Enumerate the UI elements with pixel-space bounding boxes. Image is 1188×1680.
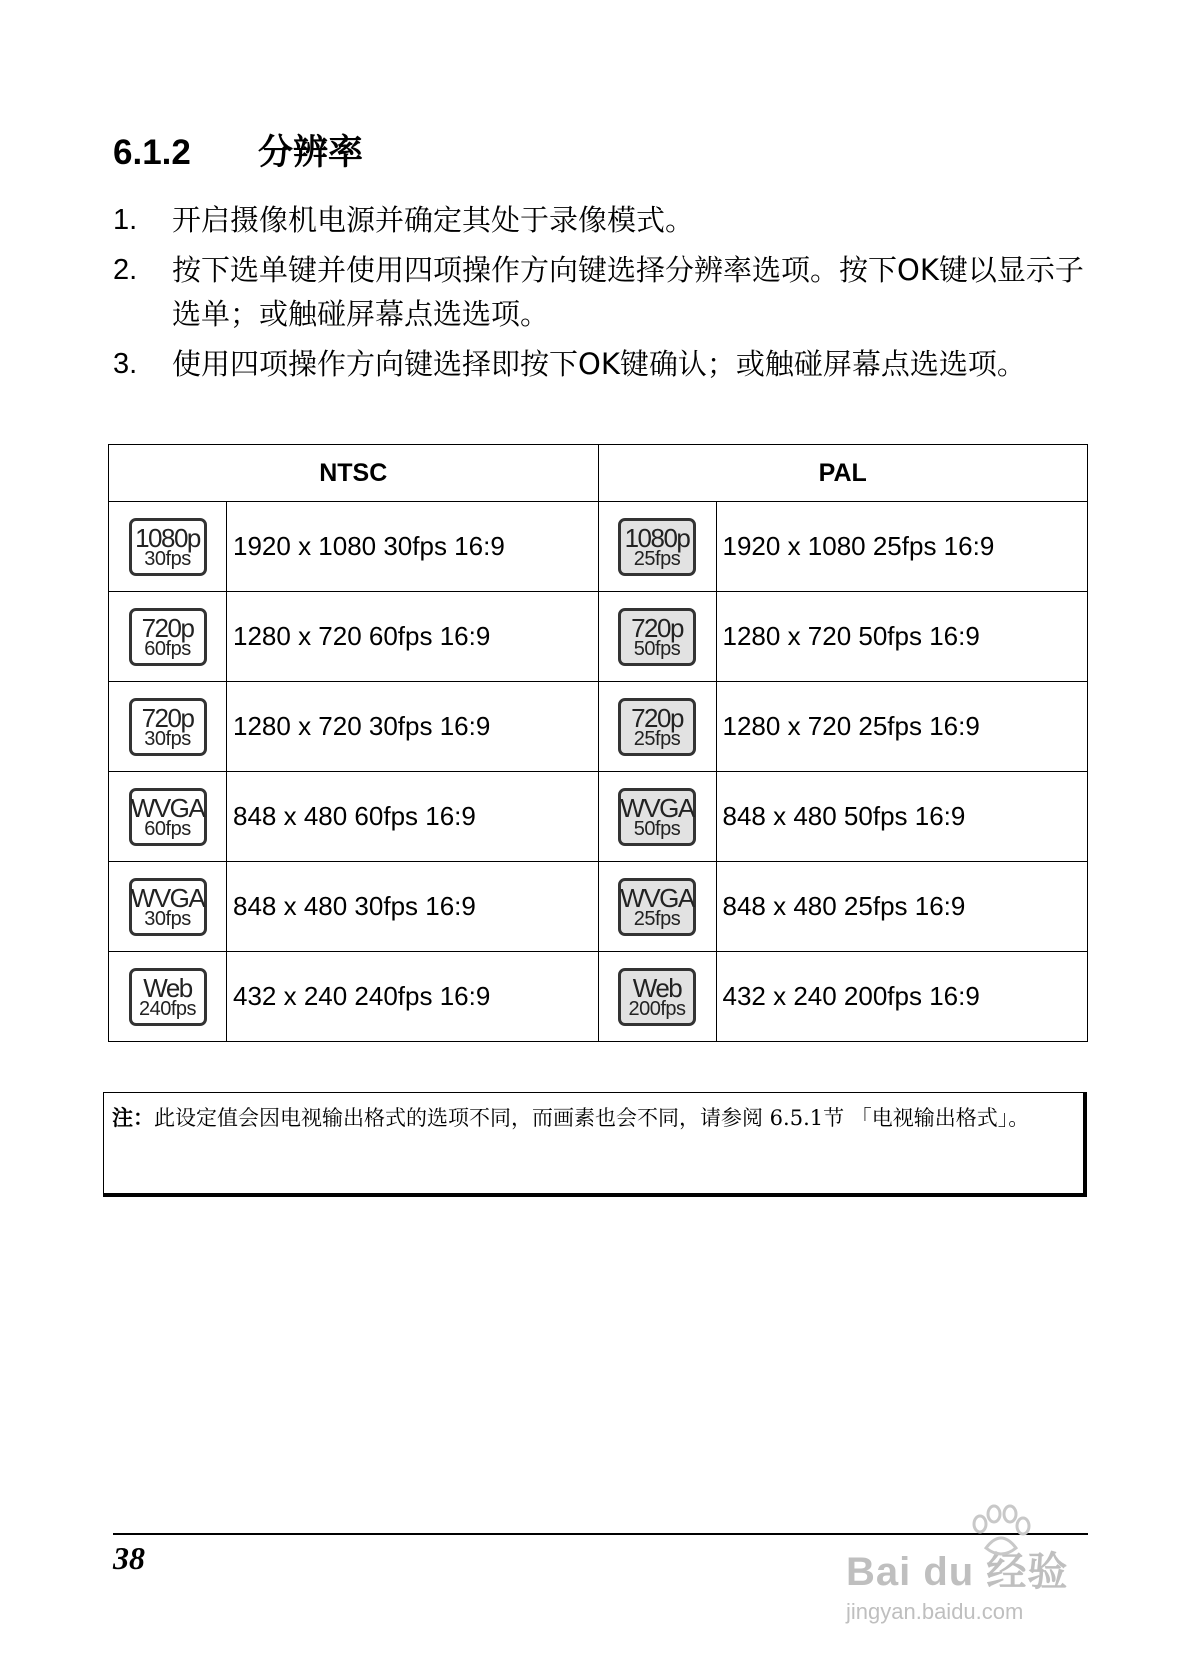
badge-framerate: 25fps — [633, 727, 681, 750]
pal-icon-cell — [598, 772, 716, 862]
badge-resolution: Web — [143, 972, 192, 1003]
ntsc-resolution-icon — [129, 788, 207, 846]
pal-resolution-icon — [618, 698, 696, 756]
badge-framerate: 30fps — [144, 907, 191, 930]
ntsc-resolution-cell: 1920 x 1080 30fps 16:9 — [227, 502, 599, 592]
pal-icon-cell — [598, 592, 716, 682]
paw-icon — [966, 1502, 1036, 1562]
badge-resolution: 720p — [141, 702, 194, 733]
ntsc-resolution-cell: 848 x 480 60fps 16:9 — [227, 772, 599, 862]
table-body — [109, 502, 1088, 1042]
badge-framerate: 50fps — [633, 817, 681, 840]
ntsc-resolution-cell: 432 x 240 240fps 16:9 — [227, 952, 599, 1042]
badge-resolution: Web — [632, 972, 682, 1003]
step-item — [113, 198, 1093, 242]
step-text: 开启摄像机电源并确定其处于录像模式。 — [172, 203, 695, 237]
badge-framerate: 25fps — [633, 907, 681, 930]
section-title: 分辨率 — [258, 133, 364, 172]
pal-icon-cell — [598, 862, 716, 952]
watermark — [846, 1540, 1126, 1640]
badge-resolution: 720p — [141, 612, 194, 643]
ntsc-resolution-cell: 1280 x 720 30fps 16:9 — [227, 682, 599, 772]
section-heading — [113, 125, 363, 175]
ntsc-icon-cell — [109, 592, 227, 682]
badge-resolution: WVGA — [130, 882, 205, 913]
step-text: 使用四项操作方向键选择即按下OK键确认；或触碰屏幕点选选项。 — [172, 347, 1026, 381]
table-header-row — [109, 445, 1088, 502]
pal-icon-cell — [598, 682, 716, 772]
pal-resolution-icon — [618, 968, 696, 1026]
step-text: 按下选单键并使用四项操作方向键选择分辨率选项。按下OK键以显示子选单；或触碰屏幕点选选项。 — [172, 253, 1084, 331]
badge-framerate: 30fps — [144, 547, 191, 570]
table-row — [109, 592, 1088, 682]
ntsc-resolution-icon — [129, 608, 207, 666]
pal-resolution-icon — [618, 518, 696, 576]
badge-framerate: 25fps — [633, 547, 681, 570]
note-text: 此设定值会因电视输出格式的选项不同，而画素也会不同，请参阅 6.5.1节 「电视输出格式」。 — [154, 1106, 1030, 1130]
step-item — [113, 342, 1093, 386]
badge-resolution: WVGA — [130, 792, 205, 823]
ntsc-resolution-icon — [129, 518, 207, 576]
table-row — [109, 862, 1088, 952]
note-label: 注： — [112, 1105, 154, 1130]
badge-resolution: WVGA — [620, 792, 694, 823]
pal-icon-cell — [598, 502, 716, 592]
badge-framerate: 240fps — [138, 997, 197, 1020]
ntsc-resolution-icon — [129, 698, 207, 756]
pal-resolution-cell: 848 x 480 50fps 16:9 — [716, 772, 1088, 862]
pal-resolution-cell: 1280 x 720 50fps 16:9 — [716, 592, 1088, 682]
steps-list — [113, 198, 1093, 392]
badge-framerate: 200fps — [628, 997, 686, 1020]
pal-resolution-cell: 848 x 480 25fps 16:9 — [716, 862, 1088, 952]
ntsc-icon-cell — [109, 772, 227, 862]
badge-framerate: 60fps — [144, 817, 191, 840]
table-row — [109, 682, 1088, 772]
note-box — [103, 1092, 1087, 1197]
ntsc-resolution-icon — [129, 878, 207, 936]
badge-resolution: 720p — [631, 612, 683, 643]
badge-resolution: 1080p — [135, 522, 200, 553]
resolution-table — [108, 444, 1088, 1042]
header-pal: PAL — [598, 445, 1088, 502]
table-row — [109, 952, 1088, 1042]
badge-framerate: 60fps — [144, 637, 191, 660]
badge-resolution: 720p — [631, 702, 683, 733]
pal-icon-cell — [598, 952, 716, 1042]
badge-framerate: 30fps — [144, 727, 191, 750]
step-number: 2. — [113, 254, 138, 286]
ntsc-resolution-icon — [129, 968, 207, 1026]
table-row — [109, 502, 1088, 592]
ntsc-icon-cell — [109, 682, 227, 772]
ntsc-resolution-cell: 1280 x 720 60fps 16:9 — [227, 592, 599, 682]
watermark-brand: Bai du 经验 — [846, 1550, 1069, 1594]
ntsc-icon-cell — [109, 862, 227, 952]
pal-resolution-icon — [618, 878, 696, 936]
section-number: 6.1.2 — [113, 133, 191, 172]
header-ntsc: NTSC — [109, 445, 599, 502]
step-number: 1. — [113, 204, 138, 236]
badge-resolution: 1080p — [624, 522, 690, 553]
step-number: 3. — [113, 348, 138, 380]
badge-resolution: WVGA — [620, 882, 694, 913]
ntsc-icon-cell — [109, 502, 227, 592]
ntsc-icon-cell — [109, 952, 227, 1042]
watermark-url: jingyan.baidu.com — [846, 1599, 1024, 1624]
pal-resolution-cell: 432 x 240 200fps 16:9 — [716, 952, 1088, 1042]
pal-resolution-icon — [618, 608, 696, 666]
ntsc-resolution-cell: 848 x 480 30fps 16:9 — [227, 862, 599, 952]
pal-resolution-cell: 1920 x 1080 25fps 16:9 — [716, 502, 1088, 592]
badge-framerate: 50fps — [633, 637, 681, 660]
page-number: 38 — [113, 1540, 145, 1576]
pal-resolution-icon — [618, 788, 696, 846]
pal-resolution-cell: 1280 x 720 25fps 16:9 — [716, 682, 1088, 772]
table-row — [109, 772, 1088, 862]
step-item — [113, 248, 1093, 336]
footer-rule — [113, 1533, 1088, 1535]
